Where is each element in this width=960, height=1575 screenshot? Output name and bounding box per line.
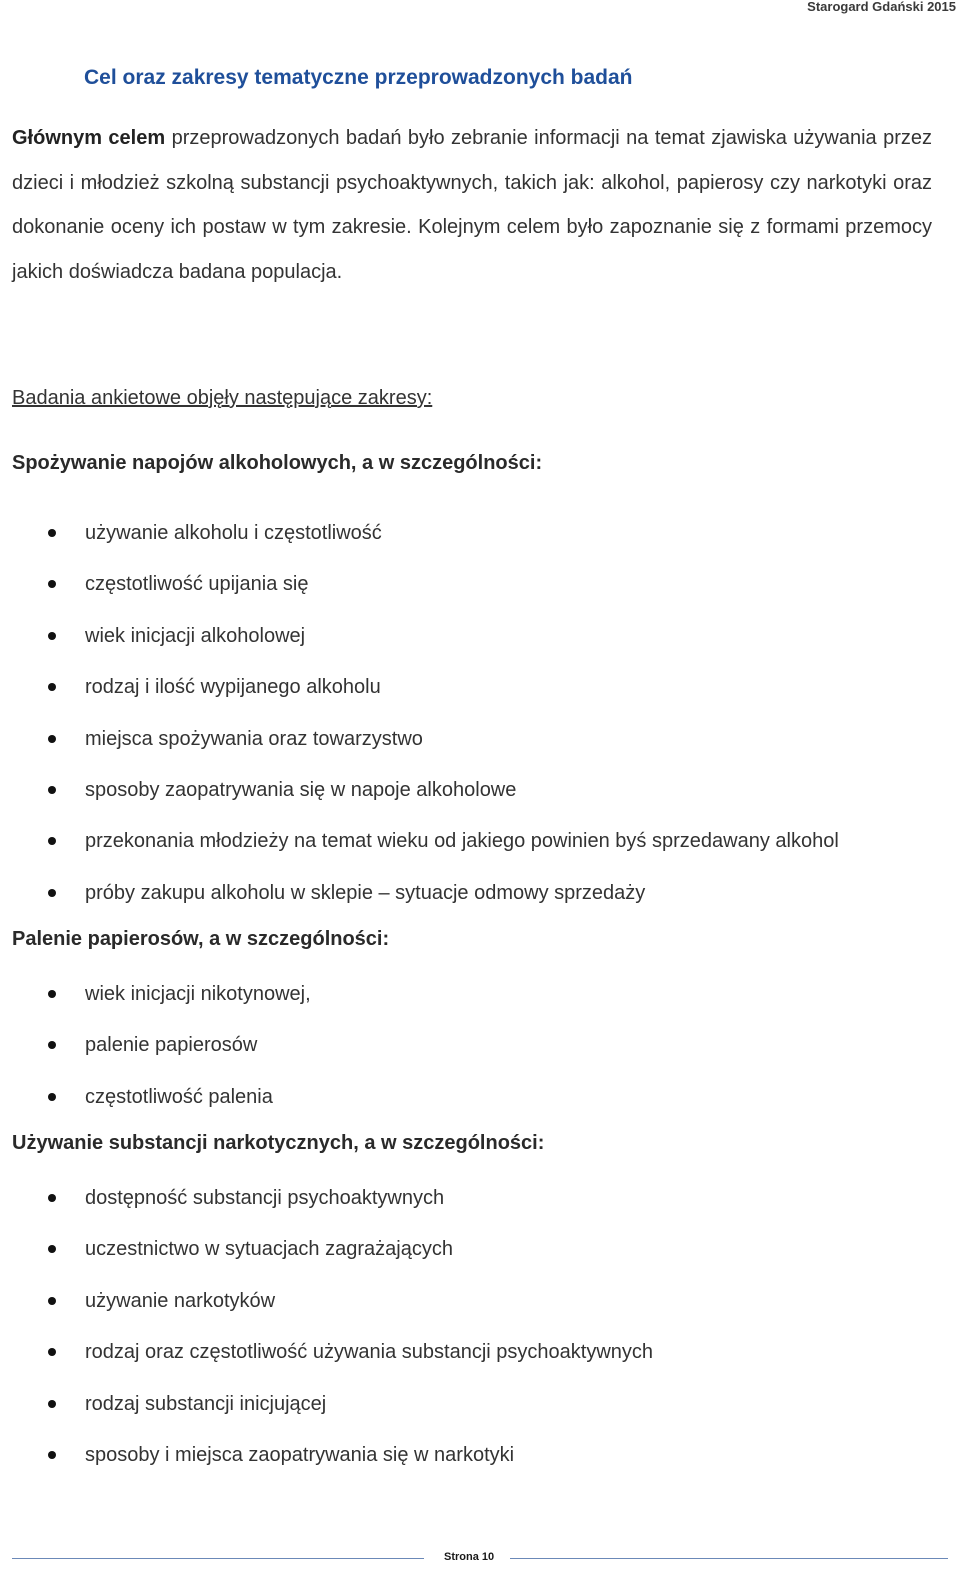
bullet-icon bbox=[48, 683, 56, 691]
bullet-icon bbox=[48, 1400, 56, 1408]
group-heading-narcotics: Używanie substancji narkotycznych, a w szczególności: bbox=[12, 1132, 545, 1154]
bullet-icon bbox=[48, 1041, 56, 1049]
bullet-icon bbox=[48, 1093, 56, 1101]
bullet-icon bbox=[48, 1451, 56, 1459]
intro-text: przeprowadzonych badań było zebranie informacji na temat zjawiska używania przez dzieci i młodzież szkolną substancji psychoaktywnych, takich jak: alkohol, papierosy czy narkotyki oraz dokonanie oceny ich postaw w tym zakresie. Kolejnym celem było zapoznanie się z formami przemocy jakich doświadcza badana populacja. bbox=[12, 127, 932, 283]
bullet-icon bbox=[48, 786, 56, 794]
bullet-icon bbox=[48, 1297, 56, 1305]
intro-paragraph bbox=[12, 116, 932, 294]
bullet-icon bbox=[48, 735, 56, 743]
bullet-icon bbox=[48, 1245, 56, 1253]
bullet-icon bbox=[48, 632, 56, 640]
group-heading-alcohol: Spożywanie napojów alkoholowych, a w szczególności: bbox=[12, 452, 543, 474]
intro-bold-lead: Głównym celem bbox=[12, 127, 166, 149]
bullet-icon bbox=[48, 1348, 56, 1356]
bullet-icon bbox=[48, 1194, 56, 1202]
bullet-icon bbox=[48, 990, 56, 998]
bullet-icon bbox=[48, 837, 56, 845]
bullet-icon bbox=[48, 580, 56, 588]
page-number: Strona 10 bbox=[444, 1551, 495, 1563]
page-header: Starogard Gdański 2015 bbox=[807, 0, 956, 14]
footer-divider-right bbox=[510, 1558, 948, 1559]
bullet-icon bbox=[48, 529, 56, 537]
section-title: Cel oraz zakresy tematyczne przeprowadzonych badań bbox=[84, 66, 633, 89]
page-footer bbox=[0, 1548, 960, 1568]
group-heading-tobacco: Palenie papierosów, a w szczególności: bbox=[12, 928, 390, 950]
bullet-icon bbox=[48, 889, 56, 897]
footer-divider-left bbox=[12, 1558, 424, 1559]
scope-heading: Badania ankietowe objęły następujące zakresy: bbox=[12, 387, 433, 409]
